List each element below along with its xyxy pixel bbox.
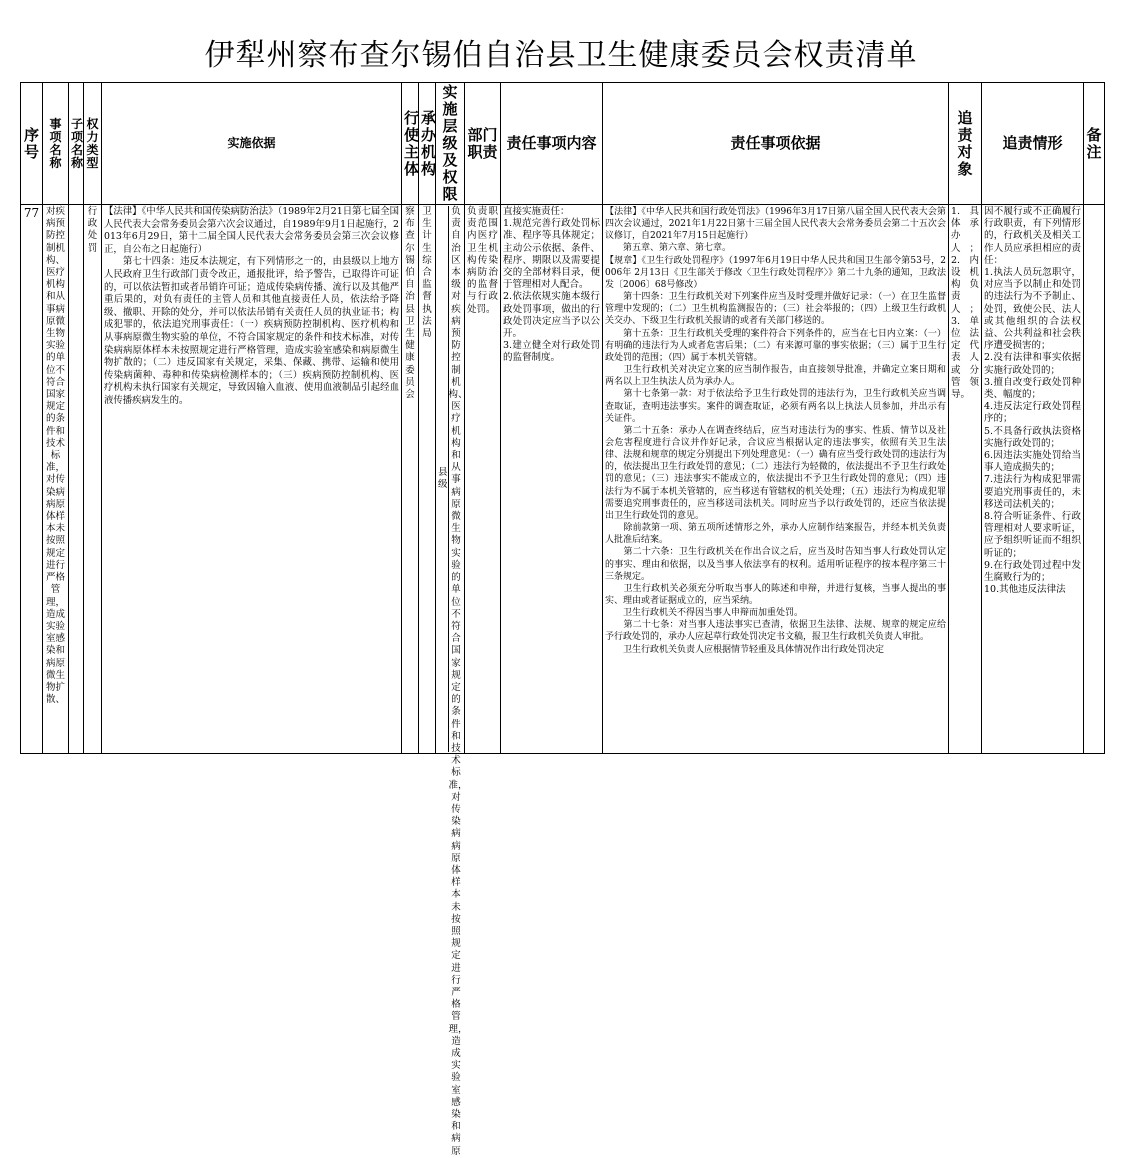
header-duty-basis: 责任事项依据	[603, 83, 949, 205]
accountability-text: 因不履行或不正确履行行政职责，有下列情形的，行政机关及相关工作人员应承担相应的责任： 1.执法人员玩忽职守，对应当予以制止和处罚的违法行为不予制止、处罚，致使公民、法人或其他组织的合法权益、公共利益和社会秩序遭受损害的； 2.没有法律和事实依据实施行政处罚的； 3.擅自改变行政处罚种类、幅度的； 4.违反法定行政处罚程序的； 5.不具备行政执法资格实施行政处罚的； 6.因违法实施处罚给当事人造成损失的； 7.违法行为构成犯罪需要追究刑事责任的，未移送司法机关的； 8.符合听证条件、行政管理相对人要求听证，应予组织听证而不组织听证的； 9.在行政处罚过程中发生腐败行为的； 10.其他违反法律法	[984, 206, 1081, 596]
cell-duty-content	[501, 205, 603, 754]
handling-agency-text: 卫生计生综合监督执法局	[422, 206, 432, 340]
cell-sub-item-name	[69, 205, 84, 754]
cell-accountable	[949, 205, 982, 754]
header-row	[21, 83, 1105, 205]
header-accountability: 追责情形	[982, 83, 1084, 205]
dept-duty-text: 负责职责范围内医疗卫生机构传染病防治的监督与行政处罚。	[467, 206, 498, 315]
subject-text: 察布查尔锡伯自治县卫生健康委员会	[405, 206, 415, 401]
header-sub-item-name: 子项名称	[69, 83, 84, 205]
header-power-type: 权力类型	[84, 83, 102, 205]
level-detail-text: 负责自治区本级对疾病预防控制机构、医疗机构和从事病原微生物实验的单位不符合国家规定的条件和技术标准，对传染病病原体样本未按照规定进行严格管理，造成实验室感染和病原	[448, 206, 468, 1157]
cell-subject	[402, 205, 419, 754]
table-row	[21, 205, 1105, 754]
header-remarks: 备注	[1084, 83, 1105, 205]
cell-power-type	[84, 205, 102, 754]
header-basis: 实施依据	[102, 83, 402, 205]
accountable-text: 1.具体承办人；2.内设机构负责人；3.单位法定代表人或分管领导。	[951, 206, 979, 401]
duty-basis-text: 【法律】《中华人民共和国行政处罚法》（1996年3月17日第八届全国人民代表大会第四次会议通过，2021年1月22日第十三届全国人民代表大会常务委员会第二十五次会议修订，自2021年7月15日起施行） 第五章、第六章、第七章。 【规章】《卫生行政处罚程序》（1997年6月19日中华人民共和国卫生部令第53号，2006年 2月13日《卫生部关于修改〈卫生行政处罚程序〉》第二十九条的通知，卫政法发〔2006〕68号修改） 第十四条：卫生行政机关对下列案件应当及时受理并做好记录：（一）在卫生监督管理中发现的；（二）卫生机构监测报告的；（三）社会举报的；（四）上级卫生行政机关交办、下级卫生行政机关报请的或者有关部门移送的。 第十五条：卫生行政机关受理的案件符合下列条件的，应当在七日内立案：（一）有明确的违法行为人或者危害后果；（二）有来源可靠的事实依据；（三）属于卫生行政处罚的范围；（四）属于本机关管辖。 卫生行政机关对决定立案的应当制作报告，由直接领导批准，并确定立案日期和两名以上卫生执法人员为承办人。 第十七条第一款：对于依法给予卫生行政处罚的违法行为，卫生行政机关应当调查取证，查明违法事实。案件的调查取证，必须有两名以上执法人员参加，并出示有关证件。 第二十五条：承办人在调查终结后，应当对违法行为的事实、性质、情节以及社会危害程度进行合议并作好记录，合议应当根据认定的违法事实，依照有关卫生法律、法规和规章的规定分别提出下列处理意见：（一）确有应当受行政处罚的违法行为的，依法提出卫生行政处罚的意见；（二）违法行为轻微的，依法提出不予卫生行政处罚的意见；（三）违法事实不能成立的，依法提出不予卫生行政处罚的意见；（四）违法行为不属于本机关管辖的，应当移送有管辖权的机关处理；（五）违法行为构成犯罪需要追究刑事责任的，应当移送司法机关。同时应当予以行政处罚的，还应当依法提出卫生行政处罚的意见。 除前款第一项、第五项所述情形之外，承办人应制作结案报告，并经本机关负责人批准后结案。 第二十六条：卫生行政机关在作出合议之后，应当及时告知当事人行政处罚认定的事实、理由和依据，以及当事人依法享有的权利。适用听证程序的按本程序第三十三条规定。 卫生行政机关必须充分听取当事人的陈述和申辩，并进行复核，当事人提出的事实、理由或者证据成立的，应当采纳。 卫生行政机关不得因当事人申辩而加重处罚。 第二十七条：对当事人违法事实已查清，依据卫生法律、法规、规章的规定应给予行政处罚的，承办人应起草行政处罚决定书文稿，报卫生行政机关负责人审批。 卫生行政机关负责人应根据情节轻重及具体情况作出行政处罚决定	[605, 207, 946, 655]
header-seq: 序号	[21, 83, 43, 205]
cell-level	[436, 205, 468, 1157]
cell-seq: 77	[21, 205, 43, 754]
duty-content-text: 直接实施责任： 1.规范完善行政处罚标准、程序等具体规定；主动公示依据、条件、程序、期限以及需要提交的全部材料目录，便于管理相对人配合。 2.依法依规实施本级行政处罚事项，做出的行政处罚决定应当予以公开。 3.建立健全对行政处罚的监督制度。	[503, 206, 600, 364]
power-type-text: 行政处罚	[87, 206, 98, 254]
header-duty-content: 责任事项内容	[501, 83, 603, 205]
header-item-name: 事项名称	[43, 83, 69, 205]
basis-text: 【法律】《中华人民共和国传染病防治法》（1989年2月21日第七届全国人民代表大会常务委员会第六次会议通过，自1989年9月1日起施行，2013年6月29日，第十二届全国人民代表大会常务委员会第三次会议修正，自公布之日起施行） 第七十四条：违反本法规定，有下列情形之一的，由县级以上地方人民政府卫生行政部门责令改正，通报批评，给予警告，已取得许可证的，可以依法暂扣或者吊销许可证；造成传染病传播、流行以及其他严重后果的，对负有责任的主管人员和其他直接责任人员，依法给予降级、撤职、开除的处分，并可以依法吊销有关责任人员的执业证书；构成犯罪的，依法追究刑事责任：（一）疾病预防控制机构、医疗机构和从事病原微生物实验的单位，不符合国家规定的条件和技术标准，对传染病病原体样本未按照规定进行严格管理，造成实验室感染和病原微生物扩散的；（二）违反国家有关规定，采集、保藏、携带、运输和使用传染病菌种、毒种和传染病检测样本的；（三）疾病预防控制机构、医疗机构未执行国家有关规定，导致因输入血液、使用血液制品引起经血液传播疾病发生的。	[104, 206, 399, 406]
cell-duty-basis	[603, 205, 949, 754]
item-name-text: 对疾病预防控制机构、医疗机构和从事病原微生物实验的单位不符合国家规定的条件和技术标准，对传染病病原体样本未按照规定进行严格管理，造成实验室感染和病原微生物扩散、	[45, 206, 65, 706]
header-accountable: 追责对象	[949, 83, 982, 205]
level-text: 县级	[438, 466, 448, 490]
header-handling-agency: 承办机构	[419, 83, 436, 205]
cell-basis	[102, 205, 402, 754]
header-level: 实施层级及权限	[436, 83, 465, 205]
power-responsibility-table	[20, 82, 1105, 1157]
cell-accountability	[982, 205, 1084, 754]
document-title: 伊犁州察布查尔锡伯自治县卫生健康委员会权责清单	[204, 38, 918, 73]
cell-remarks	[1084, 205, 1105, 754]
cell-dept-duty	[465, 205, 501, 754]
cell-handling-agency	[419, 205, 436, 754]
cell-item-name	[43, 205, 69, 754]
header-dept-duty: 部门职责	[465, 83, 501, 205]
header-subject: 行使主体	[402, 83, 419, 205]
